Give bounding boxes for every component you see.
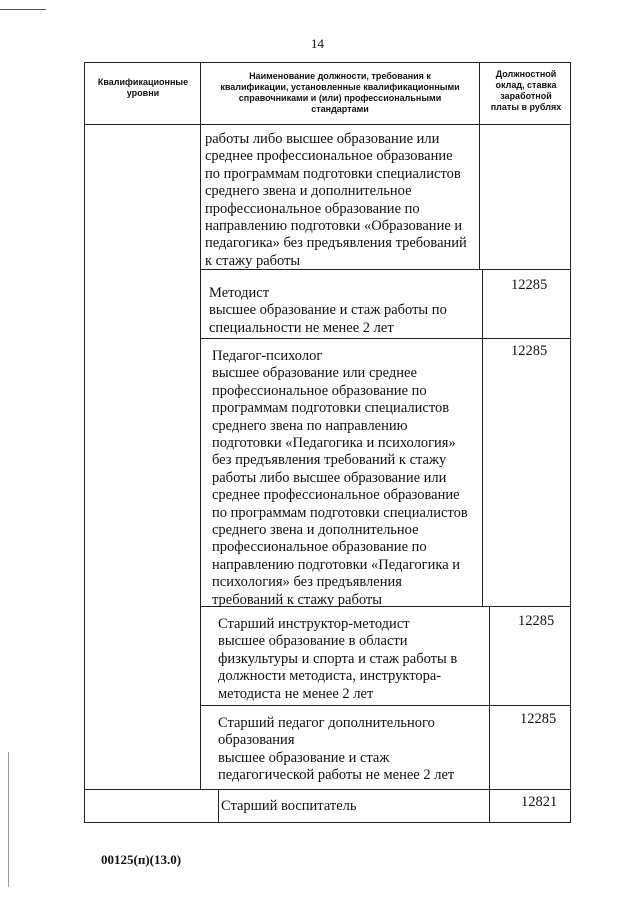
header-divider	[85, 124, 571, 125]
document-code: 00125(п)(13.0)	[101, 852, 182, 867]
qualification-table	[84, 62, 571, 823]
table-row-senior-educator-salary: 12821	[521, 794, 558, 810]
table-row-continuation-text: работы либо высшее образование или среднее профессиональное образование по программам подготовки специалистов среднего звена и дополнительное профессиональное образование по направлению подготовки «Образование и педагогика» без предъявления требований к стажу работы	[205, 131, 467, 269]
table-row-senior-instructor-salary: 12285	[518, 613, 555, 629]
col-divider-2b	[482, 269, 483, 606]
table-row-methodist-salary: 12285	[511, 277, 548, 293]
header-qualification-levels: Квалификационные уровни	[97, 77, 189, 98]
col-divider-2a	[479, 63, 480, 269]
table-row-psychologist-text: Педагог-психолог высшее образование или среднее профессиональное образование по программам подготовки специалистов среднего звена по направлению подготовки «Педагогика и психология» без предъявления требований к стажу работы либо высшее образование или среднее профессиональное образование по программам подготовки специалистов среднего звена и дополнительное профессиональное образование по направлению подготовки «Педагогика и психология» без предъявления требований к стажу работы	[212, 348, 468, 608]
col-divider-1	[200, 63, 201, 789]
scan-margin-line	[8, 752, 9, 887]
table-row-senior-educator-text: Старший воспитатель	[221, 798, 357, 814]
row-divider-2	[200, 338, 571, 339]
col-divider-2c	[489, 606, 490, 823]
top-rule	[0, 9, 46, 10]
row-divider-4	[200, 705, 571, 706]
page-number: 14	[311, 36, 324, 51]
header-position-requirements: Наименование должности, требования к квалификации, установленные квалификационными справочниками и (или) профессиональными стандартами	[220, 71, 460, 114]
table-row-senior-teacher-text: Старший педагог дополнительного образования высшее образование и стаж педагогической работы не менее 2 лет	[218, 715, 455, 784]
table-row-senior-instructor-text: Старший инструктор-методист высшее образование в области физкультуры и спорта и стаж работы в должности методиста, инструктора- методиста не менее 2 лет	[218, 616, 458, 702]
row-divider-5	[85, 789, 571, 790]
header-salary: Должностной оклад, ставка заработной платы в рублях	[490, 69, 562, 112]
table-row-psychologist-salary: 12285	[511, 343, 548, 359]
table-row-methodist-text: Методист высшее образование и стаж работы по специальности не менее 2 лет	[209, 285, 447, 336]
table-row-senior-teacher-salary: 12285	[520, 711, 557, 727]
col-divider-1-bottom	[218, 789, 219, 823]
